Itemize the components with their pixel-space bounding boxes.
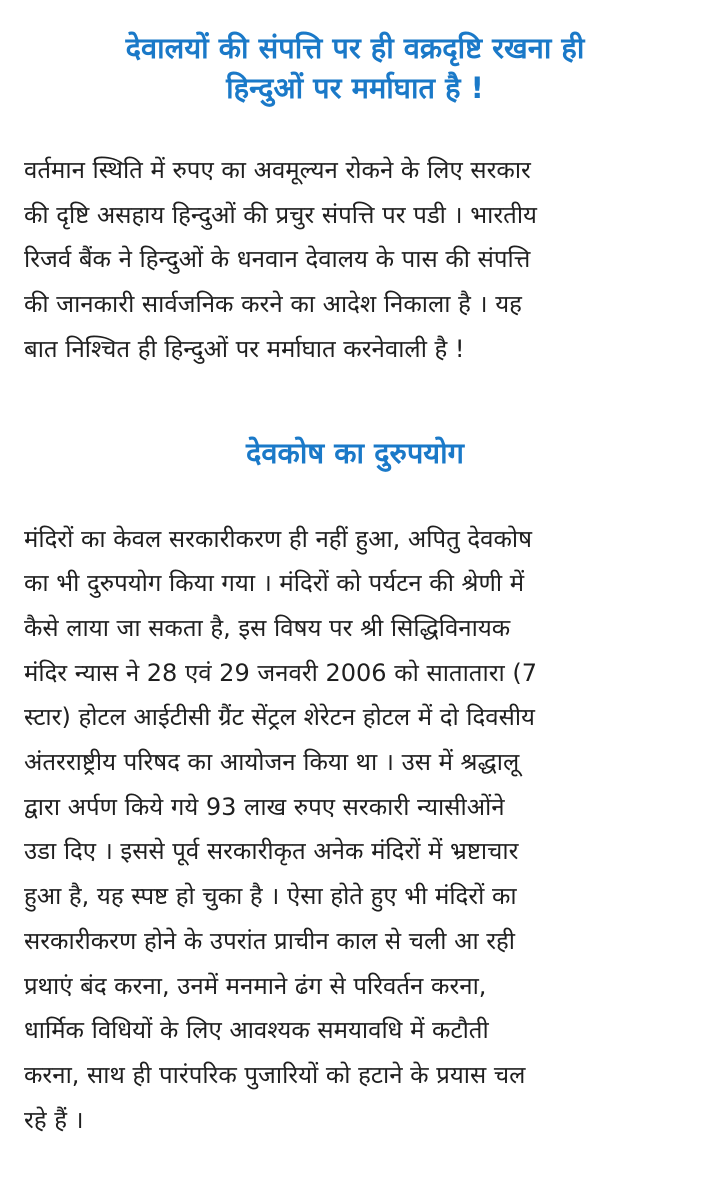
article-title-line: हिन्दुओं पर मर्माघात है ! (226, 71, 484, 105)
paragraph-line: बात निश्चित ही हिन्दुओं पर मर्माघात करनेवाली है ! (24, 334, 465, 363)
paragraph-line: की दृष्टि असहाय हिन्दुओं की प्रचुर संपत्ति पर पडी । भारतीय (24, 200, 537, 229)
paragraph-line: वर्तमान स्थिति में रुपए का अवमूल्यन रोकने के लिए सरकार (24, 156, 531, 184)
paragraph-line: कैसे लाया जा सकता है, इस विषय पर श्री सिद्धिविनायक (24, 613, 511, 642)
paragraph-line: मंदिरों का केवल सरकारीकरण ही नहीं हुआ, अपितु देवकोष (24, 524, 533, 553)
article-title (24, 28, 686, 108)
paragraph-line: रहे हैं । (24, 1105, 84, 1134)
paragraph-line: करना, साथ ही पारंपरिक पुजारियों को हटाने के प्रयास चल (24, 1060, 526, 1089)
paragraph-line: रिजर्व बैंक ने हिन्दुओं के धनवान देवालय के पास की संपत्ति (24, 245, 531, 274)
paragraph-line: का भी दुरुपयोग किया गया । मंदिरों को पर्यटन की श्रेणी में (24, 569, 525, 598)
section-heading: देवकोष का दुरुपयोग (246, 435, 464, 470)
article-paragraph (24, 517, 686, 1143)
paragraph-line: अंतरराष्ट्रीय परिषद का आयोजन किया था । उस में श्रद्धालू (24, 748, 520, 777)
paragraph-line: द्वारा अर्पण किये गये 93 लाख रुपए सरकारी न्यासीओंने (24, 792, 505, 821)
paragraph-line: प्रथाएं बंद करना, उनमें मनमाने ढंग से परिवर्तन करना, (24, 971, 487, 1000)
paragraph-line: स्टार) होटल आईटीसी ग्रैंट सेंट्रल शेरेटन होटल में दो दिवसीय (24, 703, 535, 732)
paragraph-line: की जानकारी सार्वजनिक करने का आदेश निकाला है । यह (24, 290, 522, 319)
paragraph-line: उडा दिए । इससे पूर्व सरकारीकृत अनेक मंदिरों में भ्रष्टाचार (24, 837, 519, 866)
paragraph-line: सरकारीकरण होने के उपरांत प्राचीन काल से चली आ रही (24, 926, 516, 955)
paragraph-line: हुआ है, यह स्पष्ट हो चुका है । ऐसा होते हुए भी मंदिरों का (24, 882, 517, 911)
article-paragraph (24, 148, 686, 372)
paragraph-line: धार्मिक विधियों के लिए आवश्यक समयावधि में कटौती (24, 1016, 489, 1045)
paragraph-line: मंदिर न्यास ने 28 एवं 29 जनवरी 2006 को सातातारा (7 (24, 658, 537, 687)
article-title-line: देवालयों की संपत्ति पर ही वक्रदृष्टि रखना ही (125, 31, 585, 65)
